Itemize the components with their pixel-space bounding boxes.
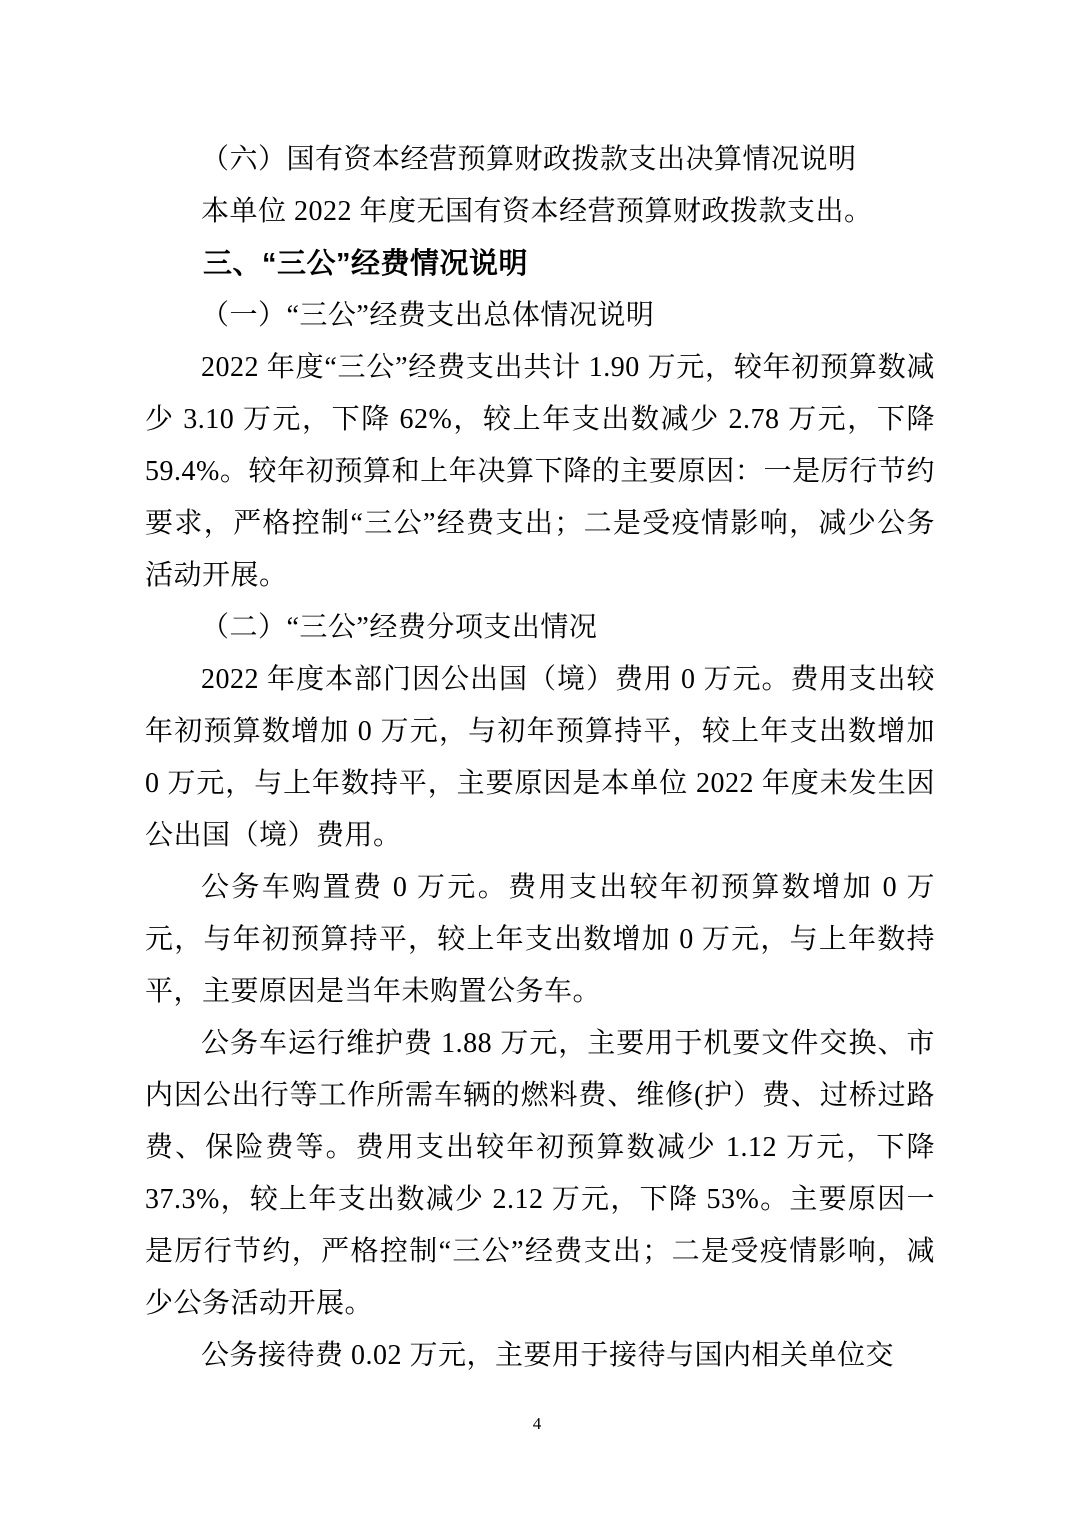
para-sub1-title-overall: （一）“三公”经费支出总体情况说明 (201, 300, 655, 331)
para-vehicle-purchase-expense: 公务车购置费 0 万元。费用支出较年初预算数增加 0 万元，与年初预算持平，较上年支出数增加 0 万元，与上年数持平，主要原因是当年未购置公务车。 (145, 872, 935, 1007)
page-number: 4 (532, 1414, 542, 1433)
para-official-reception-expense: 公务接待费 0.02 万元，主要用于接待与国内相关单位交 (201, 1340, 895, 1371)
heading-section3-three-public-funds: 三、“三公”经费情况说明 (203, 248, 529, 280)
document-body (145, 134, 935, 1382)
para-sub1-body-overall-spending: 2022 年度“三公”经费支出共计 1.90 万元，较年初预算数减少 3.10 万元，下降 62%，较上年支出数减少 2.78 万元，下降 59.4%。较年初预算和上年决算下降的主要原因：一是厉行节约要求，严格控制“三公”经费支出；二是受疫情影响，减少公务活动开展。 (145, 352, 935, 591)
para-sub2-title-itemized: （二）“三公”经费分项支出情况 (201, 612, 598, 643)
para-section6-body: 本单位 2022 年度无国有资本经营预算财政拨款支出。 (201, 196, 873, 227)
para-vehicle-maintenance-expense: 公务车运行维护费 1.88 万元，主要用于机要文件交换、市内因公出行等工作所需车辆的燃料费、维修(护）费、过桥过路费、保险费等。费用支出较年初预算数减少 1.12 万元，下降 37.3%，较上年支出数减少 2.12 万元，下降 53%。主要原因一是厉行节约，严格控制“三公”经费支出；二是受疫情影响，减少公务活动开展。 (145, 1028, 935, 1319)
para-overseas-travel-expense: 2022 年度本部门因公出国（境）费用 0 万元。费用支出较年初预算数增加 0 万元，与初年预算持平，较上年支出数增加 0 万元，与上年数持平，主要原因是本单位 2022 年度未发生因公出国（境）费用。 (145, 664, 935, 851)
para-section6-title: （六）国有资本经营预算财政拨款支出决算情况说明 (201, 144, 857, 175)
